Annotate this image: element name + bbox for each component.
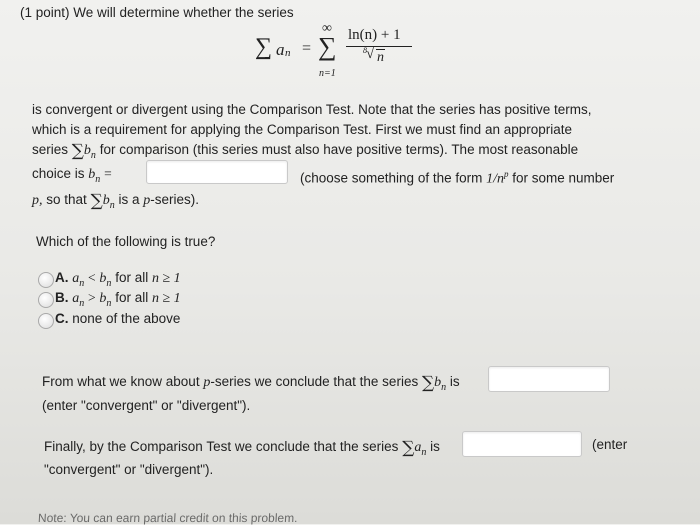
finally-line-2: "convergent" or "divergent"). <box>44 462 214 477</box>
para-line-2: which is a requirement for applying the Comparison Test. First we must find an appropriate <box>32 122 573 137</box>
a-sub: n <box>285 47 291 59</box>
a-var: a <box>276 40 285 59</box>
series-formula <box>255 21 435 86</box>
option-a-label[interactable]: A. $a_n < b_n$ for all n ≥ 1 <box>55 270 181 289</box>
para-line-4a: choice is $b_n$ = <box>32 166 112 185</box>
para-line-4-hint: (choose something of the form $1/n^p$ for some number <box>300 169 615 187</box>
intro-text: We will determine whether the series <box>73 5 294 20</box>
problem-header <box>20 5 294 21</box>
lower-limit: n=1 <box>319 68 336 79</box>
sigma-symbol: ∑ <box>255 34 273 60</box>
pseries-line-2: (enter "convergent" or "divergent"). <box>42 398 251 413</box>
sigma-inline: ∑ <box>71 141 84 161</box>
para-line-1: is convergent or divergent using the Comparison Test. Note that the series has positive terms, <box>32 102 592 117</box>
root-symbol: √ <box>366 46 375 62</box>
finally-line-1: Finally, by the Comparison Test we conclude that the series $\sum a_n$ is <box>44 438 440 458</box>
para-line-3: series $\sum b_n$ for comparison (this series must also have positive terms). The most reasonable <box>32 141 579 161</box>
question-prompt: Which of the following is true? <box>36 234 216 249</box>
option-b-label[interactable]: B. $a_n > b_n$ for all n ≥ 1 <box>55 290 181 309</box>
partial-credit-note: Note: You can earn partial credit on this problem. <box>37 511 298 525</box>
upper-limit: ∞ <box>322 21 332 36</box>
pseries-line-1: From what we know about p-series we conclude that the series $\sum b_n$ is <box>42 373 460 393</box>
equals-sign: = <box>302 40 312 57</box>
comparison-conclusion-input[interactable] <box>462 431 582 457</box>
radio-option-c[interactable] <box>38 313 54 329</box>
pseries-conclusion-input[interactable] <box>488 366 610 392</box>
fraction-denominator: n <box>377 50 384 65</box>
radio-option-a[interactable] <box>38 272 54 288</box>
points-label: (1 point) <box>20 5 70 20</box>
fraction-numerator: ln(n) + 1 <box>348 27 401 43</box>
para-line-5: p, so that $\sum b_n$ is a p-series). <box>32 191 200 211</box>
finally-enter-label: (enter <box>592 437 628 452</box>
sigma-sum-symbol: ∑ <box>318 32 337 61</box>
option-c-label[interactable]: C. none of the above <box>55 311 181 326</box>
root-index: 8 <box>363 46 367 55</box>
bn-input[interactable] <box>146 160 288 184</box>
radio-option-b[interactable] <box>38 292 54 308</box>
fraction-bar <box>346 46 412 47</box>
